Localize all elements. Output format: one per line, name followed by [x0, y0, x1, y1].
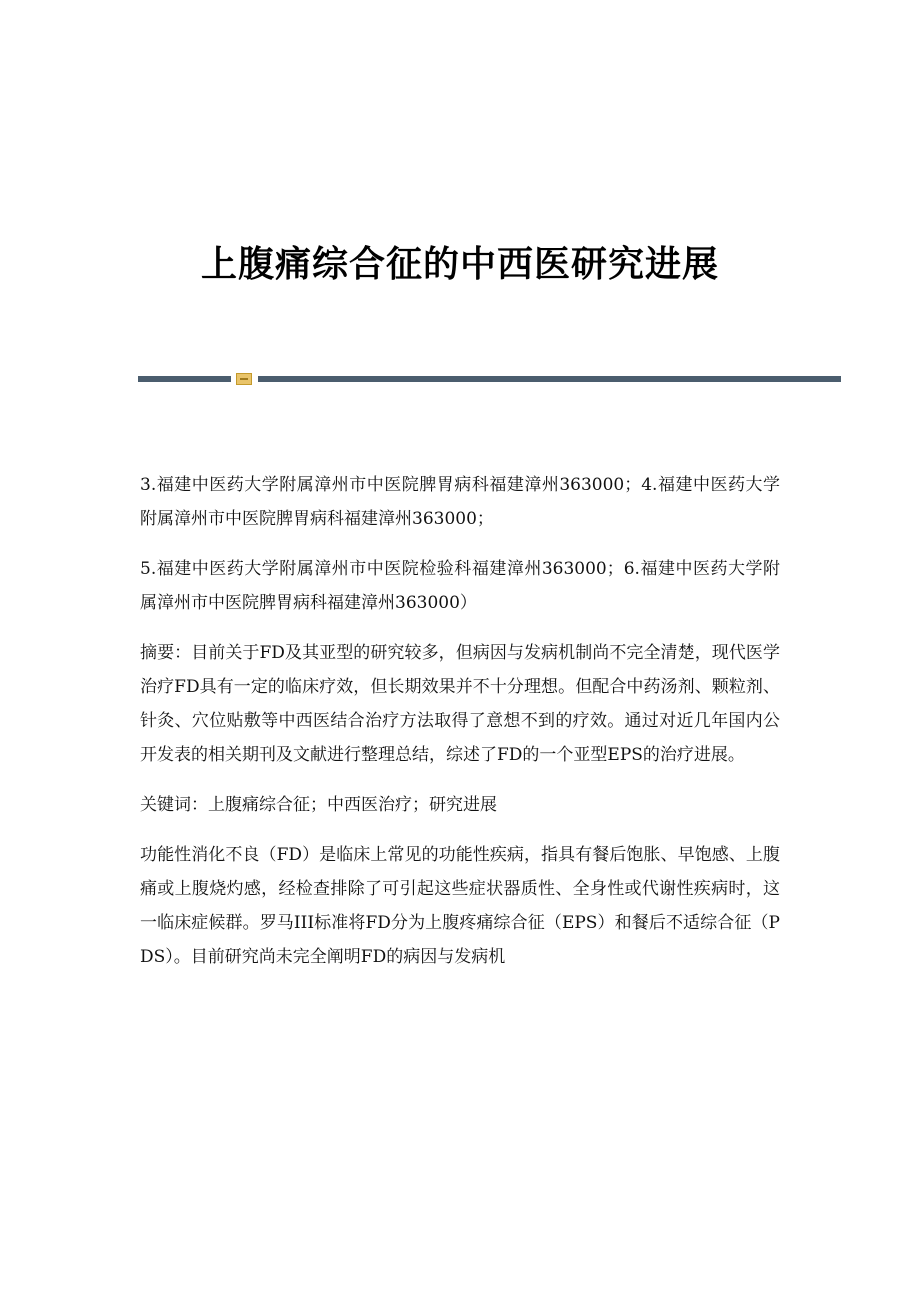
document-body [140, 468, 780, 990]
divider-ornament-icon [236, 373, 252, 385]
affiliation-paragraph-2: 5.福建中医药大学附属漳州市中医院检验科福建漳州363000；6.福建中医药大学附属漳州市中医院脾胃病科福建漳州363000） [140, 559, 780, 613]
intro-paragraph: 功能性消化不良（FD）是临床上常见的功能性疾病，指具有餐后饱胀、早饱感、上腹痛或上腹烧灼感，经检查排除了可引起这些症状器质性、全身性或代谢性疾病时，这一临床症候群。罗马III标准将FD分为上腹疼痛综合征（EPS）和餐后不适综合征（PDS）。目前研究尚未完全阐明FD的病因与发病机 [140, 845, 780, 967]
title-divider [138, 373, 841, 385]
keywords-paragraph: 关键词：上腹痛综合征；中西医治疗；研究进展 [140, 795, 497, 815]
affiliation-paragraph-1: 3.福建中医药大学附属漳州市中医院脾胃病科福建漳州363000；4.福建中医药大学附属漳州市中医院脾胃病科福建漳州363000； [140, 475, 780, 529]
abstract-paragraph: 摘要：目前关于FD及其亚型的研究较多，但病因与发病机制尚不完全清楚，现代医学治疗FD具有一定的临床疗效，但长期效果并不十分理想。但配合中药汤剂、颗粒剂、针灸、穴位贴敷等中西医结合治疗方法取得了意想不到的疗效。通过对近几年国内公开发表的相关期刊及文献进行整理总结，综述了FD的一个亚型EPS的治疗进展。 [140, 643, 780, 765]
divider-bar-left [138, 376, 231, 382]
divider-bar-right [258, 376, 841, 382]
document-title: 上腹痛综合征的中西医研究进展 [200, 243, 719, 286]
